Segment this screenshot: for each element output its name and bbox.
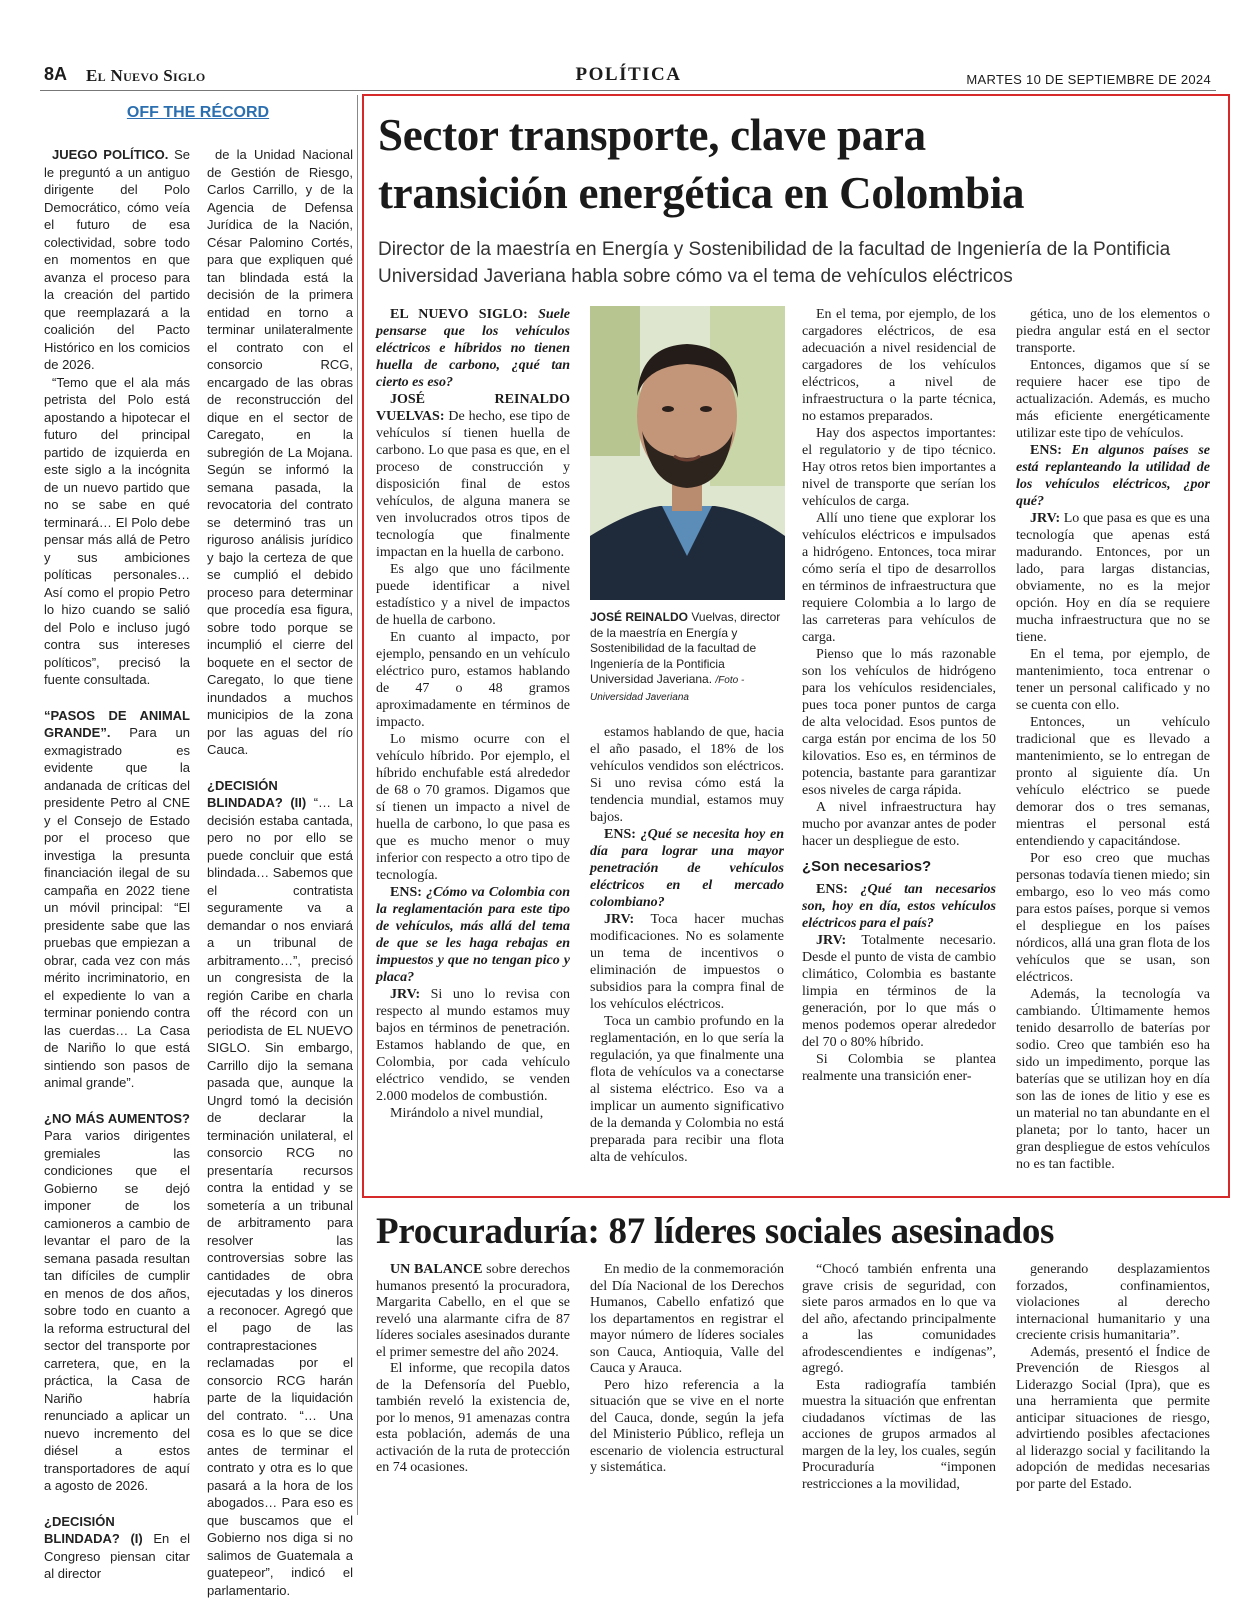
paragraph — [1016, 850, 1210, 986]
answer-text: Además, la tecnología va cambiando. Últimamente hemos tenido desarrollo de baterías por sodio. Creo que también eso ha sido un impedimento, porque las baterías que se utilizan hoy en día son las de iones de litio y ese es un material no tan abundante en el planeta; por lo tanto, hacer un gran despliegue de estos vehículos no es tan factible. — [1016, 987, 1210, 1172]
off-the-record-title: OFF THE RÉCORD — [40, 104, 356, 122]
answer-text: Entonces, un vehículo tradicional que es llevado a mantenimiento, se lo entregan de pronto al siguiente día. Un vehículo eléctrico se puede demorar dos o tres semanas, mientras el personal está entendiendo y capacitándose. — [1016, 715, 1210, 849]
paragraph — [376, 391, 570, 561]
paragraph — [590, 1378, 784, 1477]
question-text: ¿Cómo va Colombia con la reglamentación para este tipo de vehículos, más allá del tema de que se les haga rebajas en impuestos y que no tengan pico y placa? — [376, 885, 570, 985]
paragraph — [1016, 442, 1210, 510]
item-text: de la Unidad Nacional de Gestión de Riesgo, Carlos Carrillo, y de la Agencia de Defensa Jurídica de la Nación, César Palomino Cortés, para que expliquen qué tan blindada está la decisión de la primera entidad en torno a terminar unilateralmente el contrato con el consorcio RCG, encargado de las obras de reconstrucción del dique en el sector de Caregato, en la subregión de La Mojana. Según se informó la semana pasada, la revocatoria del contrato se determinó tras un riguroso análisis jurídico y bajo la certeza de que se cumplió el debido proceso para determinar que procedía esa figura, sobre todo porque se incumplió el cierre del boquete en el sector de Caregato, lo que tiene inundados a muchos municipios de la zona por las aguas del río Cauca. — [207, 147, 353, 757]
item-paragraph — [207, 146, 353, 759]
answer-text: En el tema, por ejemplo, de mantenimiento, toca entrenar o tener un personal calificado y no se cuenta con ello. — [1016, 647, 1210, 713]
answer-text: Entonces, digamos que sí se requiere hacer ese tipo de actualización. Además, es mucho más eficiente energéticamente utilizar este tipo de vehículos. — [1016, 358, 1210, 441]
answer-text: Lo mismo ocurre con el vehículo híbrido. Por ejemplo, el híbrido enchufable está alrededor de 68 o 70 gramos. Digamos que sí tienen un impacto a nivel de huella de carbono, lo que pasa es que es mucho menor o muy inferior con respecto a otro tipo de tecnología. — [376, 732, 570, 883]
speaker-label: ENS: — [390, 885, 422, 900]
item-paragraph — [44, 146, 190, 374]
feature-headline-line-1: Sector transporte, clave para — [378, 106, 1218, 164]
speaker-label: JRV: — [1030, 511, 1060, 526]
question-text: ¿Qué tan necesarios son, hoy en día, estos vehículos eléctricos para el país? — [802, 882, 996, 931]
paragraph — [590, 1013, 784, 1166]
paragraph — [376, 629, 570, 731]
feature-headline-line-2: transición energética en Colombia — [378, 164, 1218, 222]
photo-caption — [590, 610, 790, 705]
answer-text: Hay dos aspectos importantes: el regulatorio y de tipo técnico. Hay otros retos bien importantes a nivel de transporte que serían los vehículos de carga. — [802, 426, 996, 509]
second-column-2 — [590, 1262, 784, 1477]
paragraph — [590, 826, 784, 911]
paragraph — [1016, 510, 1210, 646]
item-heading: ¿DECISIÓN BLINDADA? (II) — [207, 778, 306, 811]
paragraph — [590, 1262, 784, 1378]
answer-text: A nivel infraestructura hay mucho por avanzar antes de poder hacer un despliegue de esto. — [802, 800, 996, 849]
answer-text: Pienso que lo más razonable son los vehículos de hidrógeno para los vehículos residenciales, pues toca poner puntos de carga de alta velocidad. Esos puntos de carga están por encima de los 50 kilovatios. Eso es, en términos de potencia, bastante para garantizar esos niveles de carga rápida. — [802, 647, 996, 798]
off-the-record-column-2 — [207, 146, 353, 1599]
speaker-label: EL NUEVO SIGLO: — [390, 307, 528, 322]
answer-text: Lo que pasa es que es una tecnología que apenas está madurando. Entonces, por un lado, para largas distancias, obviamente, no es la mejor opción. Hoy en día se requiere mucha infraestructura que no se tiene. — [1016, 511, 1210, 645]
answer-text: Es algo que uno fácilmente puede identificar a nivel estadístico y a nivel de impactos de huella de carbono. — [376, 562, 570, 628]
header-rule — [40, 90, 1216, 91]
speaker-label: ENS: — [816, 882, 848, 897]
paragraph — [376, 1361, 570, 1477]
speaker-label: JRV: — [816, 933, 846, 948]
issue-date: MARTES 10 DE SEPTIEMBRE DE 2024 — [966, 72, 1211, 87]
body-text: sobre derechos humanos presentó la procuradora, Margarita Cabello, en el que se reveló una alarmante cifra de 87 líderes sociales asesinados durante el primer semestre del año 2024. — [376, 1262, 570, 1360]
answer-text: Toca un cambio profundo en la reglamentación, en lo que sería la regulación, ya que finalmente una flota de vehículos va a conectarse al sistema eléctrico. Eso va a implicar un aumento significativo de la demanda y Colombia no está preparada para recibir una flota alta de vehículos. — [590, 1014, 784, 1165]
item-heading: “PASOS DE ANIMAL GRANDE”. — [44, 708, 190, 741]
item-paragraph — [44, 707, 190, 1092]
paragraph — [802, 425, 996, 510]
answer-text: Si Colombia se plantea realmente una transición ener- — [802, 1052, 996, 1084]
paragraph — [802, 1378, 996, 1494]
item-heading: ¿DECISIÓN BLINDADA? (I) — [44, 1514, 143, 1547]
item-text: Se le preguntó a un antiguo dirigente del Polo Democrático, cómo veía el futuro de esa colectividad, sobre todo en momentos en que avanza el proceso para la creación del partido que reemplazará a la coalición del Pacto Histórico en los comicios de 2026. — [44, 147, 190, 372]
feature-column-2 — [590, 724, 784, 1166]
item-paragraph — [207, 777, 353, 1599]
paragraph — [802, 799, 996, 850]
paragraph — [802, 932, 996, 1051]
answer-text: Mirándolo a nivel mundial, — [390, 1106, 543, 1121]
paragraph — [802, 1262, 996, 1378]
answer-text: Allí uno tiene que explorar los vehículos eléctricos e impulsados a hidrógeno. Entonces, toca mirar cómo sería el tipo de desarrollos en términos de infraestructura que requiere Colombia a lo largo de las carreteras para vehículos de carga. — [802, 511, 996, 645]
item-text: Para un exmagistrado es evidente que la andanada de críticas del presidente Petro al CNE y el Consejo de Estado por el proceso que investiga la presunta financiación ilegal de su campaña en 2022 tiene un móvil principal: “El presidente sabe que las pruebas que empiezan a obrar, cada vez con más mérito incriminatorio, en el expediente lo van a terminar poniendo contra las cuerdas… La Casa de Nariño lo que está sintiendo son pasos de animal grande”. — [44, 725, 190, 1090]
answer-text: Toca hacer muchas modificaciones. No es solamente un tema de incentivos o eliminación de impuestos o subsidios para la compra final de los vehículos eléctricos. — [590, 912, 784, 1012]
portrait-illustration — [590, 306, 785, 600]
paragraph — [1016, 357, 1210, 442]
feature-dek: Director de la maestría en Energía y Sostenibilidad de la facultad de Ingeniería de la Pontificia Universidad Javeriana habla sobre cómo va el tema de vehículos eléctricos — [378, 236, 1218, 290]
body-text: generando desplazamientos forzados, confinamientos, violaciones al derecho internacional humanitario y una creciente crisis humanitaria”. — [1016, 1262, 1210, 1343]
item-paragraph — [44, 374, 190, 689]
body-text: El informe, que recopila datos de la Defensoría del Pueblo, también reveló la existencia de, por lo menos, 91 amenazas contra esta población, además de una activación de la ruta de protección en 74 ocasiones. — [376, 1361, 570, 1475]
paragraph — [802, 1051, 996, 1085]
item-text: “Temo que el ala más petrista del Polo está apostando a hipotecar el futuro del principal partido de izquierda en este siglo a la incógnita de un nuevo partido que no se sabe en qué terminará… El Polo debe pensar más allá de Petro y sus ambiciones políticas personales… Así como el propio Petro lo hizo cuando se salió del Polo e incluso jugó contra sus intereses políticos”, precisó la fuente consultada. — [44, 375, 190, 688]
second-column-1 — [376, 1262, 570, 1477]
paragraph — [376, 1262, 570, 1361]
body-text: Además, presentó el Índice de Prevención de Riesgos al Liderazgo Social (Ipra), que es una herramienta que permite anticipar situaciones de riesgo, advirtiendo posibles afectaciones al liderazgo social y facilitando la adopción de medidas necesarias por parte del Estado. — [1016, 1345, 1210, 1492]
second-column-3 — [802, 1262, 996, 1493]
answer-text: De hecho, ese tipo de vehículos sí tienen huella de carbono. Lo que pasa es que, en el proceso de construcción y disposición final de estos vehículos, de alguna manera se ven involucrados otros tipos de tecnología que finalmente impactan en la huella de carbono. — [376, 409, 570, 560]
question-text: Suele pensarse que los vehículos eléctricos e híbridos no tienen huella de carbono, ¿qué tan cierto es eso? — [376, 307, 570, 390]
answer-text: Totalmente necesario. Desde el punto de vista de cambio climático, Colombia es bastante limpia en términos de la generación, por lo que más o menos podemos operar alrededor del 70 o 80% híbrido. — [802, 933, 996, 1050]
answer-text: estamos hablando de que, hacia el año pasado, el 18% de los vehículos vendidos son eléctricos. Si uno revisa cómo está la tendencia mundial, estamos muy bajos. — [590, 725, 784, 825]
off-the-record-column-1 — [44, 146, 190, 1583]
speaker-label: ENS: — [604, 827, 636, 842]
section-title: POLÍTICA — [0, 64, 1257, 86]
answer-text: gética, uno de los elementos o piedra angular está en el sector transporte. — [1016, 307, 1210, 356]
speaker-label: JRV: — [604, 912, 634, 927]
answer-text: En cuanto al impacto, por ejemplo, pensando en un vehículo eléctrico puro, estamos hablando de 47 o 48 gramos aproximadamente en términos de impacto. — [376, 630, 570, 730]
item-text: “… La decisión estaba cantada, pero no por ello se puede concluir que está blindada… Sabemos que el contratista seguramente va a demandar o nos enviará a un tribunal de arbitramento…”, precisó un congresista de la región Caribe en charla off the récord con un periodista de EL NUEVO SIGLO. Sin embargo, Carrillo dijo la semana pasada que, aunque la Ungrd tomó la decisión de declarar la terminación unilateral, el consorcio RCG no presentaría recursos contra la entidad y se sometería a un tribunal de arbitramento para resolver las controversias sobre las cantidades de obra ejecutadas y los dineros a reconocer. Agregó que el pago de las contraprestaciones reclamadas por el consorcio RCG harán parte de la liquidación del contrato. “… Una cosa es lo que se dice antes de terminar el contrato y otra es lo que pasará a la hora de los abogados… Para eso es que buscamos que el Gobierno nos diga si no salimos de Guatemala a guatepeor”, indicó el parlamentario. — [207, 795, 353, 1598]
speaker-label: JRV: — [390, 987, 420, 1002]
portrait-photo — [590, 306, 785, 600]
paragraph — [376, 1105, 570, 1122]
photo-caption-text: Vuelvas, director de la maestría en Energía y Sostenibilidad de la facultad de Ingeniería de la Pontificia Universidad Javeriana. — [590, 610, 780, 686]
item-text: Para varios dirigentes gremiales las condiciones que el Gobierno se dejó imponer de los camioneros a cambio de levantar el paro de la semana pasada resultan tan difíciles de cumplir en menos de dos años, sobre todo en cuanto a la reforma estructural del sector del transporte por carretera, que, en la práctica, la Casa de Nariño habría renunciado a aplicar un nuevo incremento del diésel a estos transportadores de aquí a agosto de 2026. — [44, 1128, 190, 1493]
paragraph — [1016, 986, 1210, 1173]
speaker-label: JOSÉ REINALDO VUELVAS: — [376, 392, 570, 424]
page-number: 8A — [44, 64, 67, 85]
paragraph — [376, 561, 570, 629]
body-text: En medio de la conmemoración del Día Nacional de los Derechos Humanos, Cabello enfatizó que los departamentos en registrar el mayor número de líderes sociales son Cauca, Antioquia, Valle del Cauca y Arauca. — [590, 1262, 784, 1376]
photo-credit: /Foto - Universidad Javeriana — [590, 675, 744, 703]
paragraph — [1016, 306, 1210, 357]
feature-column-1 — [376, 306, 570, 1122]
paragraph — [802, 881, 996, 932]
question-text: ¿Qué se necesita hoy en día para lograr una mayor penetración de vehículos eléctricos en el mercado colombiano? — [590, 827, 784, 910]
body-text: Esta radiografía también muestra la situación que enfrentan ciudadanos víctimas de las acciones de grupos armados al margen de la ley, los cuales, según Procuraduría “imponen restricciones a la movilidad, — [802, 1378, 996, 1492]
paragraph — [802, 510, 996, 646]
item-heading: ¿NO MÁS AUMENTOS? — [44, 1111, 190, 1126]
second-headline: Procuraduría: 87 líderes sociales asesinados — [376, 1210, 1216, 1254]
paragraph — [802, 646, 996, 799]
answer-text: En el tema, por ejemplo, de los cargadores eléctricos, de esa adecuación a nivel residencial de cargadores de los vehículos eléctricos, a nivel de infraestructura o la parte técnica, no estamos preparados. — [802, 307, 996, 424]
paragraph — [1016, 1262, 1210, 1345]
item-paragraph — [44, 1110, 190, 1495]
item-heading: JUEGO POLÍTICO. — [52, 147, 168, 162]
second-column-4 — [1016, 1262, 1210, 1493]
feature-column-4 — [1016, 306, 1210, 1173]
paragraph — [376, 306, 570, 391]
photo-caption-name: JOSÉ REINALDO — [590, 610, 688, 624]
column-divider — [357, 95, 358, 1515]
paragraph — [590, 724, 784, 826]
paragraph — [802, 306, 996, 425]
masthead: El Nuevo Siglo — [86, 66, 206, 86]
body-text: “Chocó también enfrenta una grave crisis de seguridad, con siete paros armados en lo que va del año, afectando principalmente a las comunidades afrodescendientes e indígenas”, agregó. — [802, 1262, 996, 1376]
paragraph — [590, 911, 784, 1013]
question-text: En algunos países se está replanteando la utilidad de los vehículos eléctricos, ¿por qué? — [1016, 443, 1210, 509]
paragraph — [376, 731, 570, 884]
subheading: ¿Son necesarios? — [802, 858, 996, 875]
feature-headline — [378, 106, 1218, 222]
item-paragraph — [44, 1513, 190, 1583]
answer-text: Por eso creo que muchas personas todavía tienen miedo; sin embargo, eso lo veo más como para estos países, porque si vemos el despliegue en los países nórdicos, allá una gran flota de los vehículos que se usan, son eléctricos. — [1016, 851, 1210, 985]
answer-text: Si uno lo revisa con respecto al mundo estamos muy bajos en términos de penetración. Estamos hablando de que, en Colombia, por cada vehículo eléctrico vendido, se venden 2.000 modelos de combustión. — [376, 987, 570, 1104]
paragraph — [1016, 1345, 1210, 1494]
feature-column-3 — [802, 306, 996, 1085]
speaker-label: ENS: — [1030, 443, 1062, 458]
paragraph — [1016, 714, 1210, 850]
body-text: Pero hizo referencia a la situación que se vive en el norte del Cauca, donde, según la jefa del Ministerio Público, refleja un escenario de violencia estructural y sistemática. — [590, 1378, 784, 1476]
paragraph — [376, 986, 570, 1105]
paragraph — [1016, 646, 1210, 714]
lead-in: UN BALANCE — [390, 1262, 482, 1277]
item-text: En el Congreso piensan citar al director — [44, 1531, 190, 1581]
paragraph — [376, 884, 570, 986]
